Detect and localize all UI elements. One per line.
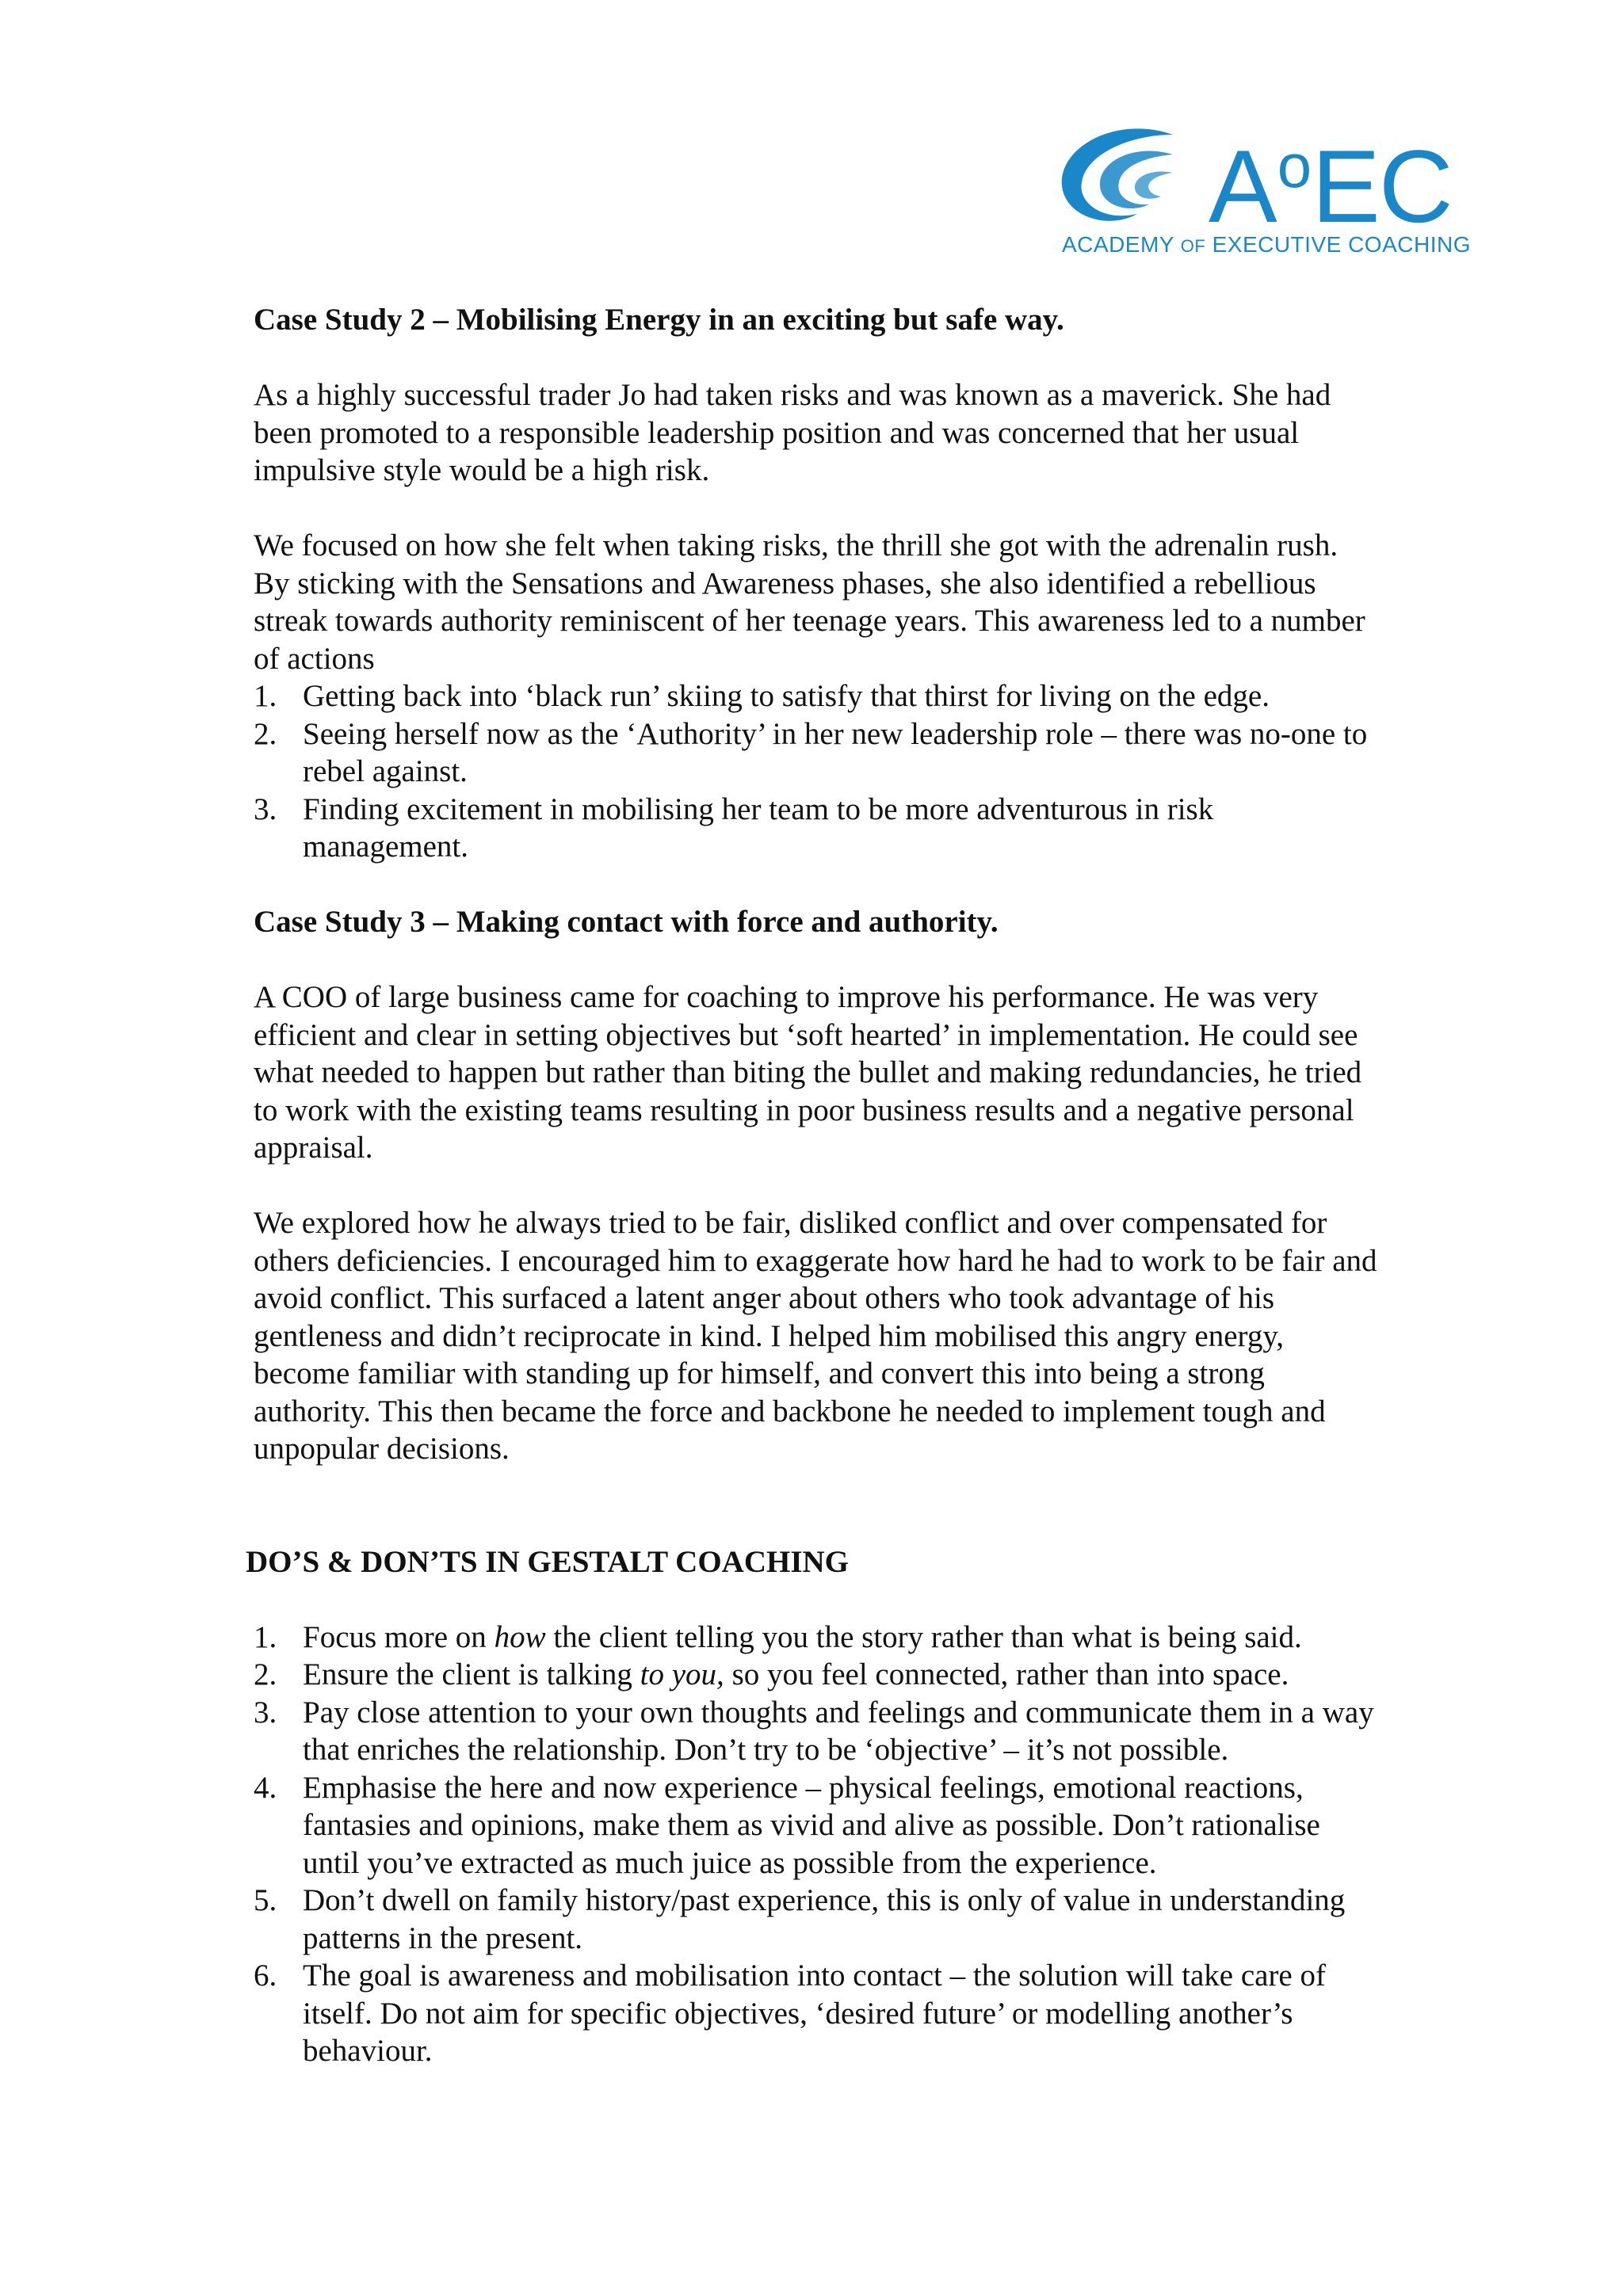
list-item: 2. Seeing herself now as the ‘Authority’ in her new leadership role – there was no-one to rebel against. [254, 716, 1368, 788]
list-item: 3. Pay close attention to your own thoughts and feelings and communicate them in a way that enriches the relationship. Don’t try to be ‘objective’ – it’s not possible. [254, 1695, 1374, 1767]
list-item: 5. Don’t dwell on family history/past experience, this is only of value in understanding patterns in the present. [254, 1883, 1346, 1955]
aoec-logo [1054, 119, 1482, 261]
case-study-3-paragraph-2: We explored how he always tried to be fair, disliked conflict and over compensated for others deficiencies. I encouraged him to exaggerate how hard he had to work to be fair and avoid conflict. This surfaced a latent anger about others who took advantage of his gentleness and didn’t reciprocate in kind. I helped him mobilised this angry energy, become familiar with standing up for himself, and convert this into being a strong authority. This then became the force and backbone he needed to implement tough and unpopular decisions. [254, 1206, 1377, 1466]
list-item: 2. Ensure the client is talking to you, so you feel connected, rather than into space. [254, 1657, 1289, 1691]
dos-donts-list [254, 1619, 1379, 2070]
case-study-2-paragraph-2: We focused on how she felt when taking risks, the thrill she got with the adrenalin rush. By sticking with the Sensations and Awareness phases, she also identified a rebellious streak towards authority reminiscent of her teenage years. This awareness led to a number of actions [254, 528, 1365, 676]
case-study-3-heading: Case Study 3 – Making contact with force and authority. [254, 905, 999, 939]
list-item: 4. Emphasise the here and now experience – physical feelings, emotional reactions, fantasies and opinions, make them as vivid and alive as possible. Don’t rationalise until you’ve extracted as much juice as possible from the experience. [254, 1770, 1320, 1880]
logo-wordmark: $A^oEC$ [1209, 128, 1452, 244]
case-study-2-paragraph-1: As a highly successful trader Jo had taken risks and was known as a maverick. She had been promoted to a responsible leadership position and was concerned that her usual impulsive style would be a high risk. [254, 378, 1331, 487]
list-item: 1. Getting back into ‘black run’ skiing to satisfy that thirst for living on the edge. [254, 679, 1270, 713]
case-study-2-heading: Case Study 2 – Mobilising Energy in an exciting but safe way. [254, 303, 1064, 337]
swirl-logo-icon [1054, 119, 1212, 238]
case-study-3-paragraph-1: A COO of large business came for coaching to improve his performance. He was very efficient and clear in setting objectives but ‘soft hearted’ in implementation. He could see what needed to happen but rather than biting the bullet and making redundancies, he tried to work with the existing teams resulting in poor business results and a negative personal appraisal. [254, 980, 1362, 1165]
list-item: 1. Focus more on how the client telling you the story rather than what is being said. [254, 1619, 1302, 1654]
dos-donts-heading: DO’S & DON’TS IN GESTALT COACHING [246, 1544, 850, 1579]
list-item: 3. Finding excitement in mobilising her team to be more adventurous in risk management. [254, 791, 1214, 864]
case-study-2-actions-list [254, 677, 1379, 866]
document-body [246, 301, 1379, 2070]
logo-tagline: ACADEMY OF EXECUTIVE COACHING [1062, 232, 1471, 257]
list-item: 6. The goal is awareness and mobilisation into contact – the solution will take care of itself. Do not aim for specific objectives, ‘desired future’ or modelling another’s behaviour. [254, 1958, 1326, 2068]
